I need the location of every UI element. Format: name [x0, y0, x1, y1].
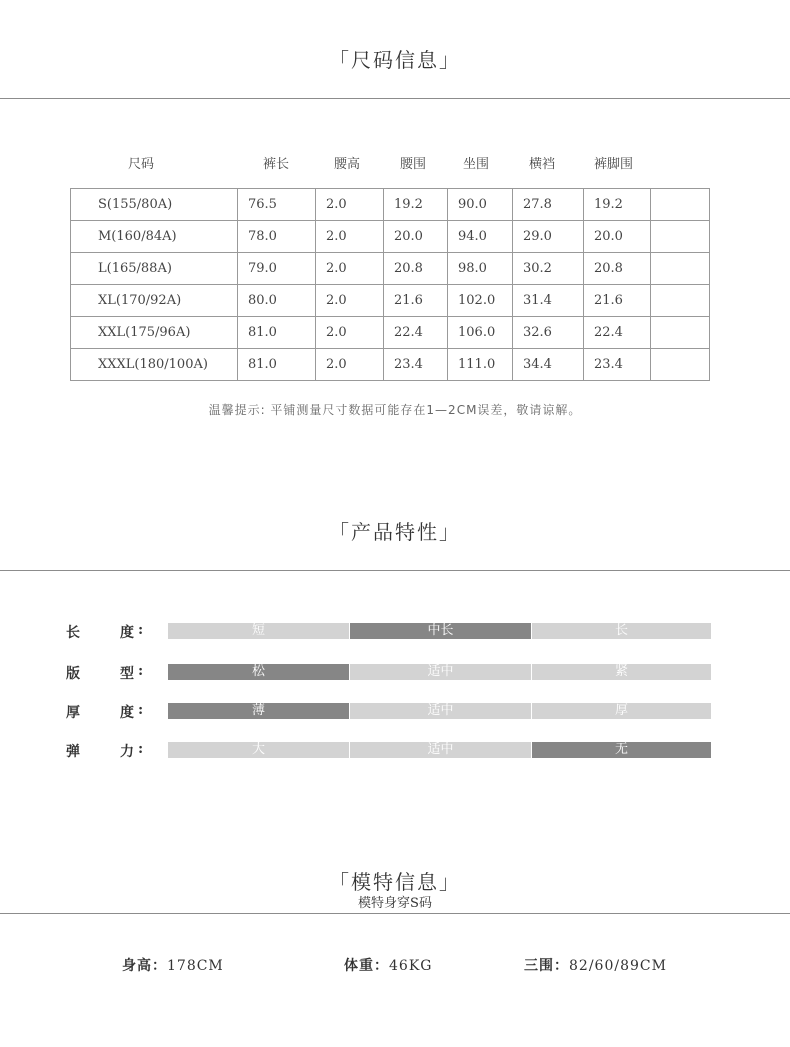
table-cell: 23.4: [584, 349, 651, 381]
model-section-title: 「模特信息」: [329, 870, 461, 894]
header-waist-height: 腰高: [334, 157, 361, 172]
table-cell: 78.0: [238, 221, 316, 253]
table-row: [71, 349, 710, 381]
table-cell: XL(170/92A): [71, 285, 238, 317]
table-cell: L(165/88A): [71, 253, 238, 285]
feature-option-bar: 松: [168, 664, 349, 680]
feature-label-second: 力: [120, 744, 134, 760]
table-cell: 20.8: [384, 253, 448, 285]
feature-label-colon: :: [138, 622, 144, 638]
header-length: 裤长: [263, 157, 290, 172]
table-cell: XXL(175/96A): [71, 317, 238, 349]
header-hem: 裤脚围: [594, 157, 634, 172]
table-cell: 20.0: [584, 221, 651, 253]
feature-label-first: 厚: [66, 705, 80, 721]
feature-label-colon: :: [138, 741, 144, 757]
feature-option-bar: 短: [168, 623, 349, 639]
table-cell: 106.0: [448, 317, 513, 349]
model-weight-label: 体重：: [344, 958, 389, 974]
table-cell: [651, 349, 710, 381]
model-height-label: 身高：: [122, 958, 167, 974]
table-cell: 2.0: [316, 253, 384, 285]
model-weight: [344, 955, 432, 975]
table-cell: 20.8: [584, 253, 651, 285]
model-height: [122, 955, 224, 975]
model-subtitle: 模特身穿S码: [358, 896, 432, 911]
table-cell: 22.4: [384, 317, 448, 349]
feature-label-first: 弹: [66, 744, 80, 760]
table-cell: 80.0: [238, 285, 316, 317]
table-cell: 2.0: [316, 189, 384, 221]
feature-label-first: 版: [66, 666, 80, 682]
table-cell: 2.0: [316, 349, 384, 381]
table-cell: 94.0: [448, 221, 513, 253]
table-cell: 2.0: [316, 221, 384, 253]
header-hip: 坐围: [463, 157, 490, 172]
feature-option-bar: 中长: [350, 623, 531, 639]
table-cell: 98.0: [448, 253, 513, 285]
table-cell: 34.4: [513, 349, 584, 381]
table-row: [71, 285, 710, 317]
feature-label-colon: :: [138, 702, 144, 718]
table-cell: 20.0: [384, 221, 448, 253]
header-waist: 腰围: [400, 157, 427, 172]
table-cell: 21.6: [384, 285, 448, 317]
size-section-divider: [0, 98, 790, 99]
header-thigh: 横裆: [529, 157, 556, 172]
model-height-value: 178CM: [167, 958, 224, 974]
table-row: [71, 317, 710, 349]
table-cell: [651, 285, 710, 317]
feature-option-bar: 薄: [168, 703, 349, 719]
model-section-divider: [0, 913, 790, 914]
table-row: [71, 253, 710, 285]
table-row: [71, 189, 710, 221]
table-cell: 22.4: [584, 317, 651, 349]
table-cell: 76.5: [238, 189, 316, 221]
table-cell: 21.6: [584, 285, 651, 317]
header-size: 尺码: [128, 157, 155, 172]
table-cell: 2.0: [316, 285, 384, 317]
table-cell: 81.0: [238, 317, 316, 349]
table-cell: 30.2: [513, 253, 584, 285]
model-measurements: [524, 955, 667, 975]
feature-option-bar: 适中: [350, 742, 531, 758]
feature-option-bar: 紧: [532, 664, 711, 680]
feature-label-colon: :: [138, 663, 144, 679]
size-table: [70, 188, 710, 381]
table-cell: 19.2: [584, 189, 651, 221]
feature-option-bar: 长: [532, 623, 711, 639]
feature-label-second: 型: [120, 666, 134, 682]
feature-option-bar: 适中: [350, 664, 531, 680]
table-cell: 29.0: [513, 221, 584, 253]
table-cell: 111.0: [448, 349, 513, 381]
table-cell: [651, 221, 710, 253]
table-row: [71, 221, 710, 253]
table-cell: 27.8: [513, 189, 584, 221]
model-measure-value: 82/60/89CM: [569, 958, 667, 974]
table-cell: 32.6: [513, 317, 584, 349]
table-cell: 90.0: [448, 189, 513, 221]
table-cell: 31.4: [513, 285, 584, 317]
table-cell: M(160/84A): [71, 221, 238, 253]
model-weight-value: 46KG: [389, 958, 433, 974]
feature-option-bar: 无: [532, 742, 711, 758]
model-measure-label: 三围：: [524, 958, 569, 974]
table-cell: 79.0: [238, 253, 316, 285]
feature-section-divider: [0, 570, 790, 571]
feature-label-first: 长: [66, 625, 80, 641]
table-cell: XXXL(180/100A): [71, 349, 238, 381]
table-cell: [651, 189, 710, 221]
table-cell: 19.2: [384, 189, 448, 221]
table-cell: 102.0: [448, 285, 513, 317]
size-section-title: 「尺码信息」: [329, 48, 461, 72]
feature-option-bar: 大: [168, 742, 349, 758]
size-note: 温馨提示: 平铺测量尺寸数据可能存在1—2CM误差，敬请谅解。: [208, 403, 582, 417]
feature-label-second: 度: [120, 625, 134, 641]
table-cell: [651, 253, 710, 285]
table-cell: 2.0: [316, 317, 384, 349]
feature-option-bar: 适中: [350, 703, 531, 719]
table-cell: 23.4: [384, 349, 448, 381]
table-cell: [651, 317, 710, 349]
feature-option-bar: 厚: [532, 703, 711, 719]
feature-section-title: 「产品特性」: [329, 520, 461, 544]
feature-label-second: 度: [120, 705, 134, 721]
table-cell: 81.0: [238, 349, 316, 381]
table-cell: S(155/80A): [71, 189, 238, 221]
